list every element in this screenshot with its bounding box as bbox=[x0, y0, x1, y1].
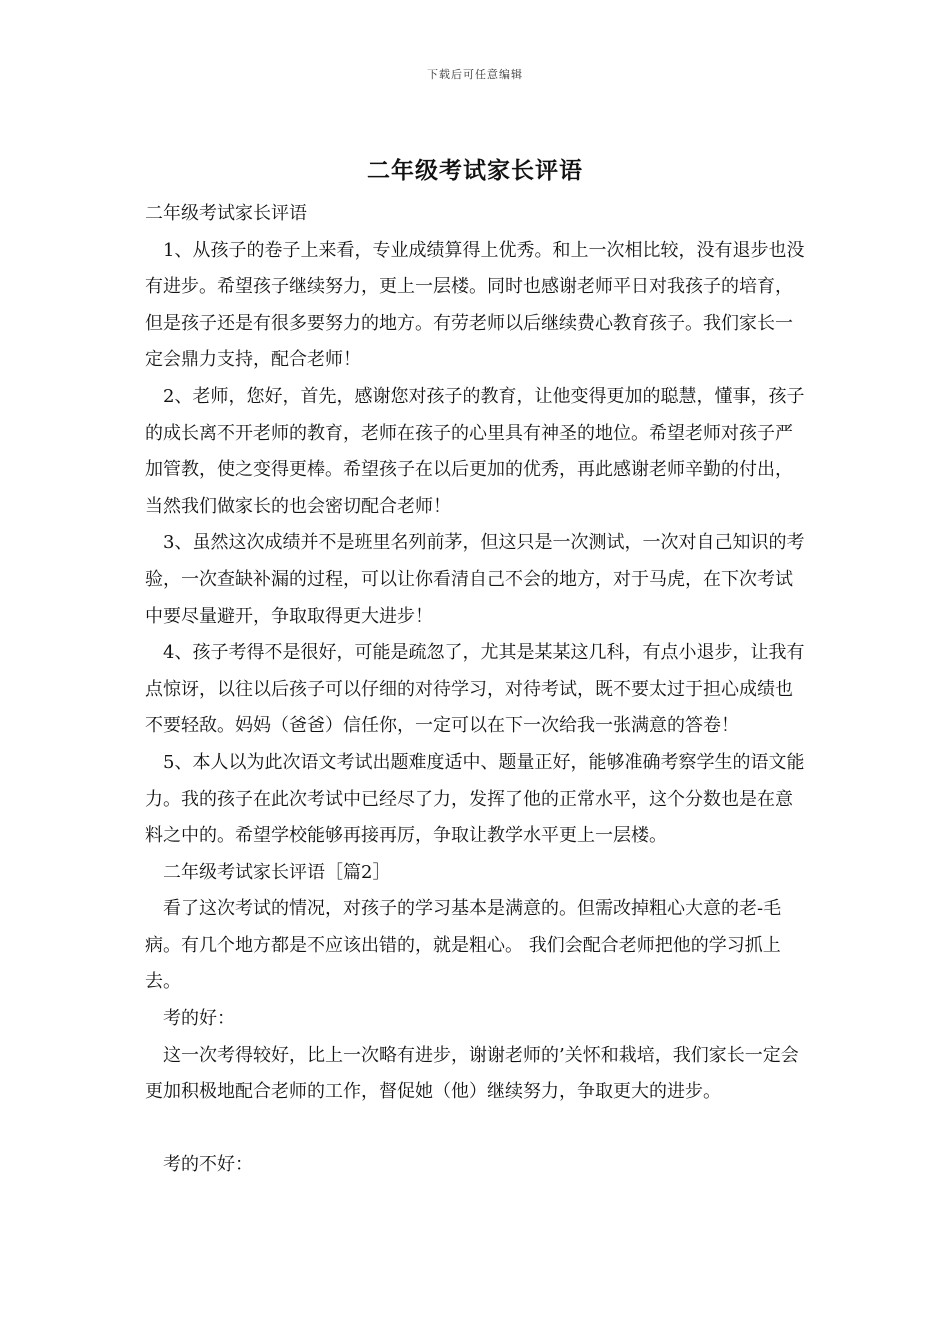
document-body bbox=[145, 196, 810, 1184]
header-note: 下载后可任意编辑 bbox=[427, 68, 523, 81]
paragraph-5: 5、本人以为此次语文考试出题难度适中、题量正好，能够准确考察学生的语文能力。我的孩子在此次考试中已经尽了力，发挥了他的正常水平，这个分数也是在意料之中的。希望学校能够再接再厉，争取让教学水平更上一层楼。 bbox=[145, 751, 805, 847]
section-heading-2: 二年级考试家长评语［篇2］ bbox=[163, 861, 391, 883]
paragraph-4: 4、孩子考得不是很好，可能是疏忽了，尤其是某某这几科，有点小退步，让我有点惊讶，以往以后孩子可以仔细的对待学习，对待考试，既不要太过于担心成绩也不要轻敌。妈妈（爸爸）信任你，一定可以在下一次给我一张满意的答卷！ bbox=[145, 642, 805, 737]
heading-good: 考的好： bbox=[163, 1008, 235, 1030]
document-title: 二年级考试家长评语 bbox=[367, 157, 583, 184]
paragraph-1: 1、从孩子的卷子上来看，专业成绩算得上优秀。和上一次相比较，没有退步也没有进步。希望孩子继续努力，更上一层楼。同时也感谢老师平日对我孩子的培育，但是孩子还是有很多要努力的地方。有劳老师以后继续费心教育孩子。我们家长一定会鼎力支持，配合老师！ bbox=[145, 239, 805, 371]
paragraph-6: 看了这次考试的情况，对孩子的学习基本是满意的。但需改掉粗心大意的老-毛病。有几个地方都是不应该出错的，就是粗心。 我们会配合老师把他的学习抓上去。 bbox=[145, 898, 782, 993]
document-subtitle: 二年级考试家长评语 bbox=[145, 203, 307, 224]
heading-bad: 考的不好： bbox=[163, 1154, 253, 1176]
blank-line bbox=[145, 1111, 810, 1148]
paragraph-3: 3、虽然这次成绩并不是班里名列前茅，但这只是一次测试，一次对自己知识的考验，一次查缺补漏的过程，可以让你看清自己不会的地方，对于马虎，在下次考试中要尽量避开，争取取得更大进步！ bbox=[145, 532, 805, 627]
paragraph-2: 2、老师，您好，首先，感谢您对孩子的教育，让他变得更加的聪慧，懂事，孩子的成长离不开老师的教育，老师在孩子的心里具有神圣的地位。希望老师对孩子严加管教，使之变得更棒。希望孩子在以后更加的优秀，再此感谢老师辛勤的付出，当然我们做家长的也会密切配合老师！ bbox=[145, 385, 805, 517]
paragraph-7: 这一次考得较好，比上一次略有进步，谢谢老师的’关怀和栽培，我们家长一定会更加积极地配合老师的工作，督促她（他）继续努力，争取更大的进步。 bbox=[145, 1044, 799, 1103]
